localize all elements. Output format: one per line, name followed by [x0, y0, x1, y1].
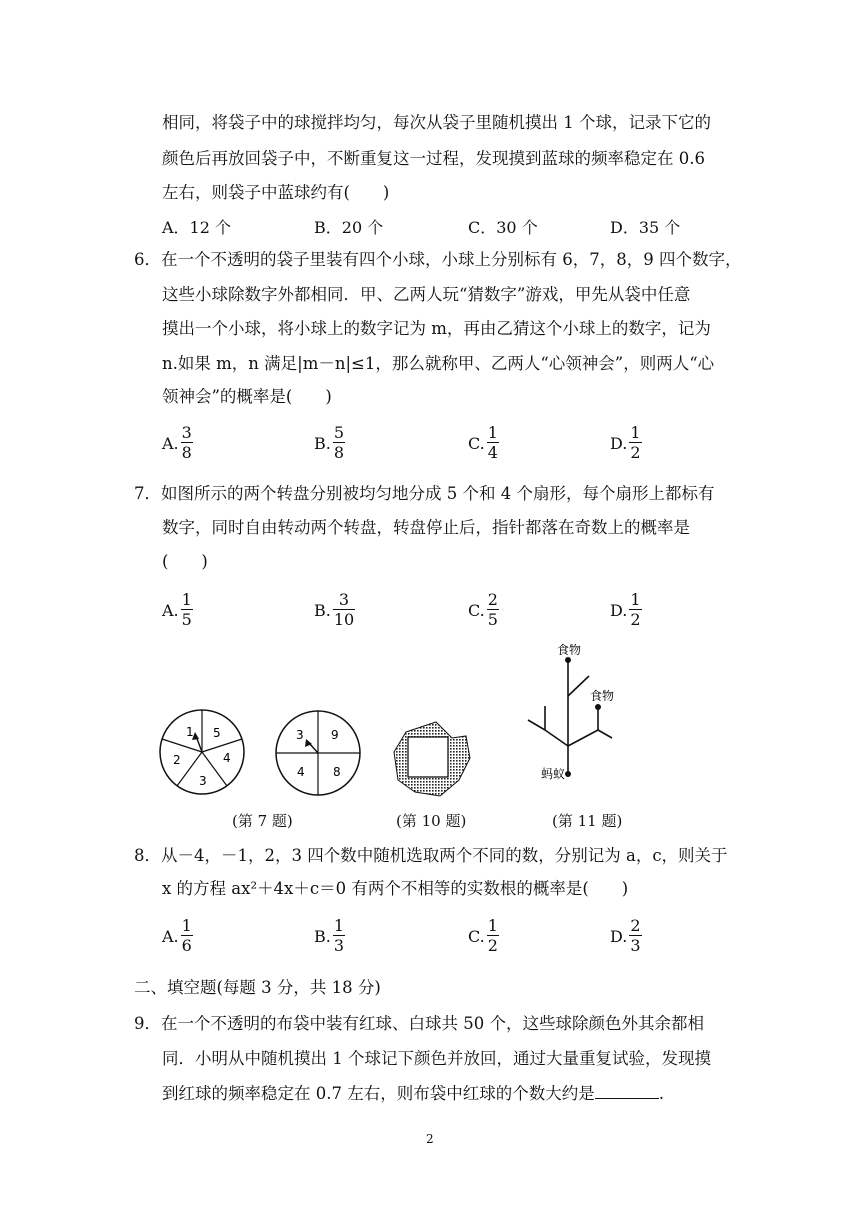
denominator: 6 [181, 936, 192, 955]
spinner-four-sectors [276, 711, 360, 795]
option-label: C. [468, 601, 485, 620]
denominator: 2 [487, 936, 498, 955]
q7-option-b [314, 591, 355, 630]
option-label: A. [162, 434, 179, 453]
denominator: 3 [333, 936, 345, 955]
q9-line-2: 同．小明从中随机摸出 1 个球记下颜色并放回，通过大量重复试验，发现摸 [162, 1049, 711, 1068]
food-dot-right [595, 704, 601, 710]
denominator: 4 [487, 443, 498, 462]
denominator: 2 [630, 610, 641, 629]
numerator: 2 [487, 590, 498, 609]
spinner1-number: 3 [199, 774, 207, 788]
q7-line-3: ( ) [162, 552, 208, 571]
answer-blank[interactable] [595, 1084, 659, 1099]
spinner2-number: 3 [296, 728, 304, 742]
numerator: 1 [487, 916, 498, 935]
q8-option-b [314, 917, 345, 956]
q5-option-a: A．12 个 [162, 218, 232, 237]
option-label: C. [468, 434, 485, 453]
q9-line-3-end: . [658, 1084, 664, 1103]
tree-label-food-right: 食物 [590, 689, 615, 703]
q7-line-1: 7．如图所示的两个转盘分别被均匀地分成 5 个和 4 个扇形，每个扇形上都标有 [134, 484, 715, 503]
q6-line-2: 这些小球除数字外都相同．甲、乙两人玩“猜数字”游戏，甲先从袋中任意 [162, 285, 691, 304]
q5-option-c: C．30 个 [468, 218, 538, 237]
option-label: B. [314, 927, 331, 946]
q5-option-b: B．20 个 [314, 218, 384, 237]
option-label: A. [162, 601, 179, 620]
food-dot-top [565, 657, 571, 663]
q6-line-3: 摸出一个小球，将小球上的数字记为 m，再由乙猜这个小球上的数字，记为 [162, 319, 711, 338]
numerator: 1 [630, 590, 641, 609]
tree-label-food-top: 食物 [557, 643, 582, 657]
q5-line-2: 颜色后再放回袋子中，不断重复这一过程，发现摸到蓝球的频率稳定在 0.6 [162, 149, 705, 168]
option-label: B. [314, 434, 331, 453]
denominator: 5 [181, 610, 192, 629]
q7-option-d [610, 591, 642, 630]
q7-option-c [468, 591, 499, 630]
q8-line-1: 8．从－4，－1，2，3 四个数中随机选取两个不同的数，分别记为 a，c，则关于 [134, 846, 728, 865]
q8-option-a [162, 917, 193, 956]
spinner1-number: 1 [186, 725, 194, 739]
numerator: 2 [630, 916, 641, 935]
q6-line-1: 6．在一个不透明的袋子里装有四个小球，小球上分别标有 6，7，8，9 四个数字， [134, 250, 742, 269]
denominator: 10 [333, 610, 355, 629]
q6-option-b [314, 424, 345, 463]
tree-label-ant: 蚂蚁 [541, 767, 566, 781]
ant-dot [565, 771, 571, 777]
caption-figure-7: (第 7 题) [232, 812, 293, 830]
q9-line-1: 9．在一个不透明的布袋中装有红球、白球共 50 个，这些球除颜色外其余都相 [134, 1014, 704, 1033]
denominator: 2 [630, 443, 641, 462]
option-label: C. [468, 927, 485, 946]
spinner2-number: 4 [297, 765, 305, 779]
denominator: 3 [630, 936, 641, 955]
spinner1-number: 2 [173, 753, 181, 767]
spinner2-number: 9 [331, 728, 339, 742]
q8-line-2: x 的方程 ax²＋4x＋c＝0 有两个不相等的实数根的概率是( ) [162, 879, 629, 898]
option-label: A. [162, 927, 179, 946]
page-number: 2 [426, 1132, 434, 1146]
q6-line-5: 领神会”的概率是( ) [162, 387, 332, 406]
spinner1-number: 4 [223, 751, 231, 765]
denominator: 8 [181, 443, 192, 462]
option-label: D. [610, 601, 628, 620]
section-heading-fill-blank: 二、填空题(每题 3 分，共 18 分) [134, 978, 381, 997]
option-label: D. [610, 434, 628, 453]
spinner2-number: 8 [333, 765, 341, 779]
numerator: 3 [338, 590, 350, 609]
numerator: 5 [333, 423, 345, 442]
q9-line-3-wrapper [162, 1083, 664, 1105]
q9-line-3: 到红球的频率稳定在 0.7 左右，则布袋中红球的个数大约是 [162, 1084, 595, 1103]
caption-figure-11: (第 11 题) [552, 812, 623, 830]
numerator: 1 [333, 916, 345, 935]
q7-option-a [162, 591, 193, 630]
numerator: 3 [181, 423, 192, 442]
denominator: 5 [487, 610, 498, 629]
q5-line-1: 相同，将袋子中的球搅拌均匀，每次从袋子里随机摸出 1 个球，记录下它的 [162, 113, 711, 132]
numerator: 1 [630, 423, 641, 442]
caption-figure-10: (第 10 题) [396, 812, 467, 830]
q7-line-2: 数字，同时自由转动两个转盘，转盘停止后，指针都落在奇数上的概率是 [162, 518, 690, 537]
q6-option-d [610, 424, 642, 463]
option-label: D. [610, 927, 628, 946]
q5-option-d: D．35 个 [610, 218, 681, 237]
spinner1-number: 5 [213, 726, 221, 740]
numerator: 1 [181, 916, 192, 935]
q6-option-c [468, 424, 499, 463]
spinner-five-sectors [160, 710, 244, 794]
q8-option-c [468, 917, 499, 956]
option-label: B. [314, 601, 331, 620]
q6-line-4: n.如果 m，n 满足|m－n|≤1，那么就称甲、乙两人“心领神会”，则两人“心 [162, 354, 715, 373]
figure-11-ant-tree [528, 660, 615, 774]
denominator: 8 [333, 443, 345, 462]
figures-area [0, 640, 860, 810]
q5-line-3: 左右，则袋子中蓝球约有( ) [162, 183, 390, 202]
numerator: 1 [487, 423, 498, 442]
figure-10-shaded-region [394, 722, 470, 796]
q6-option-a [162, 424, 193, 463]
numerator: 1 [181, 590, 192, 609]
q8-option-d [610, 917, 642, 956]
